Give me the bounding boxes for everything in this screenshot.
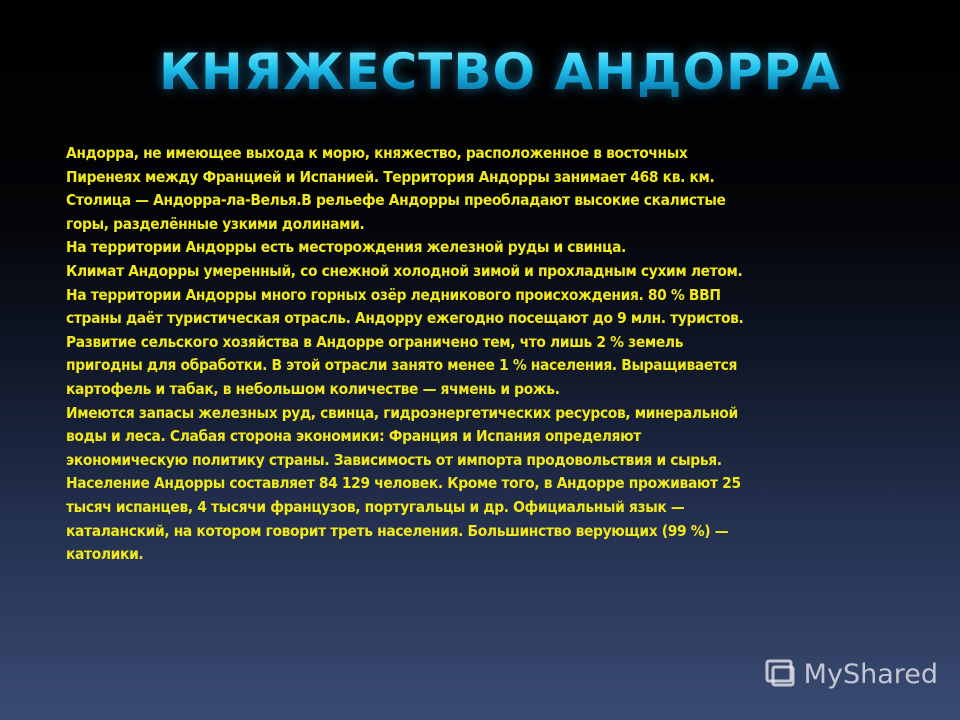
body-line: Пиренеях между Францией и Испанией. Территория Андорры занимает 468 кв. км. (66, 167, 715, 186)
watermark-logo (764, 658, 938, 690)
body-line: тысяч испанцев, 4 тысячи французов, португальцы и др. Официальный язык — (66, 497, 685, 516)
body-line: Климат Андорры умеренный, со снежной холодной зимой и прохладным сухим летом. (66, 261, 743, 280)
body-line: воды и леса. Слабая сторона экономики: Франция и Испания определяют (66, 427, 641, 446)
body-line: Столица — Андорра-ла-Велья.В рельефе Андорры преобладают высокие скалистые (66, 191, 726, 210)
body-line: экономическую политику страны. Зависимость от импорта продовольствия и сырья. (66, 450, 722, 469)
body-line: страны даёт туристическая отрасль. Андорру ежегодно посещают до 9 млн. туристов. (66, 309, 744, 328)
body-line: пригодны для обработки. В этой отрасли занято менее 1 % населения. Выращивается (66, 356, 737, 375)
body-line: каталанский, на котором говорит треть населения. Большинство верующих (99 %) — (66, 521, 729, 540)
body-line: Имеются запасы железных руд, свинца, гидроэнергетических ресурсов, минеральной (66, 403, 738, 422)
slide-title: КНЯЖЕСТВО АНДОРРА (119, 40, 841, 104)
body-line: На территории Андорры много горных озёр ледникового происхождения. 80 % ВВП (66, 285, 721, 304)
body-line: горы, разделённые узкими долинами. (66, 214, 365, 233)
slide-body-text (66, 142, 906, 567)
body-line: На территории Андорры есть месторождения железной руды и свинца. (66, 238, 626, 257)
body-line: Развитие сельского хозяйства в Андорре ограничено тем, что лишь 2 % земель (66, 332, 684, 351)
presentation-screen-icon (764, 658, 796, 690)
body-line: католики. (66, 545, 144, 564)
slide-title-reflection (0, 100, 960, 122)
body-line: Андорра, не имеющее выхода к морю, княжество, расположенное в восточных (66, 144, 688, 162)
body-line: картофель и табак, в небольшом количестве — ячмень и рожь. (66, 379, 560, 398)
body-line: Население Андорры составляет 84 129 человек. Кроме того, в Андорре проживают 25 (66, 474, 741, 493)
watermark-text: MyShared (803, 658, 938, 690)
